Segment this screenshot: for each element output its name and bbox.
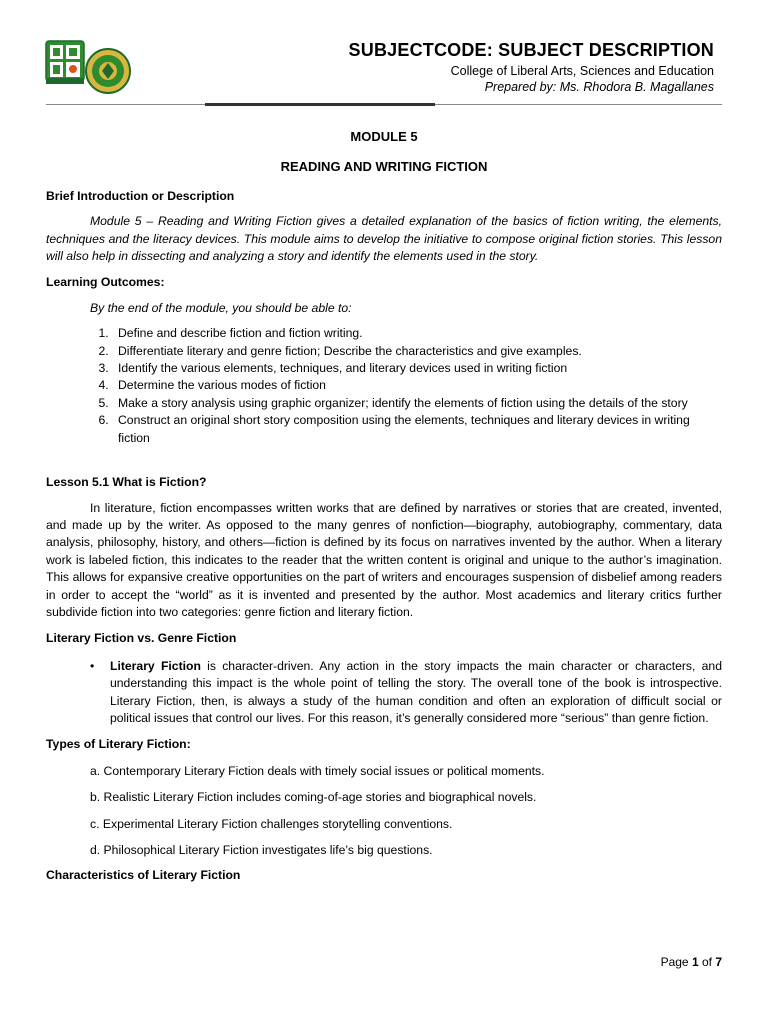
module-number: MODULE 5 [350, 129, 418, 144]
page-total: 7 [715, 955, 722, 969]
bullet-term: Literary Fiction [110, 658, 201, 673]
vs-heading: Literary Fiction vs. Genre Fiction [46, 631, 237, 646]
outcome-item: 3. Identify the various elements, techniques, and literary devices used in writing fiction [112, 360, 722, 377]
types-heading: Types of Literary Fiction: [46, 737, 191, 752]
lesson-text: In literature, fiction encompasses written works that are defined by narratives or stories that are created, invented, and made up by the writer. As opposed to the many genres of nonfiction—biography, autobiography, commentary, data analysis, philosophy, history, and others—fiction is defined by its focus on narratives invented by the author. When a literary work is labeled fiction, this indicates to the reader that the written content is original and unique to the author’s imagination. This allows for expansive creative opportunities on the part of writers and encourages suspension of disbelief among readers in order to accept the “world” as it is invented and presented by the author. Most academics and literary critics further subdivide fiction into two categories: genre fiction and literary fiction. [46, 500, 722, 619]
intro-text: Module 5 – Reading and Writing Fiction gives a detailed explanation of the basics of fiction writing, the elements, techniques and the literacy devices. This module aims to develop the initiative to compose original fiction stories. This lesson will also help in dissecting and analyzing a story and identify the elements used in the story. [46, 214, 722, 264]
type-item: c. Experimental Literary Fiction challenges storytelling conventions. [90, 816, 453, 831]
page-label: Page [660, 955, 692, 969]
document-body [46, 120, 722, 885]
header-title: SUBJECTCODE: SUBJECT DESCRIPTION [348, 40, 714, 60]
header-college: College of Liberal Arts, Sciences and Education [450, 64, 714, 78]
outcome-item: 4. Determine the various modes of fiction [112, 377, 722, 394]
page-current: 1 [691, 955, 699, 969]
outcome-item: 2. Differentiate literary and genre fiction; Describe the characteristics and give examples. [112, 343, 722, 360]
type-item: a. Contemporary Literary Fiction deals with timely social issues or political moments. [90, 763, 545, 778]
outcome-item: 6. Construct an original short story composition using the elements, techniques and literary devices in writing fiction [112, 412, 722, 447]
characteristics-heading: Characteristics of Literary Fiction [46, 868, 241, 883]
literary-fiction-bullets [46, 658, 722, 728]
college-logo-icon [44, 38, 136, 96]
header-prepared-by: Prepared by: Ms. Rhodora B. Magallanes [484, 80, 714, 94]
bullet-text: is character-driven. Any action in the story impacts the main character or characters, and understanding this impact is the whole point of telling the story. The overall tone of the book is introspective. Literary Fiction, then, is always a study of the human condition and often an exploration of difficult social or political issues that control our lives. For this reason, it’s generally considered more “serious” than genre fiction. [110, 658, 722, 725]
intro-heading: Brief Introduction or Description [46, 188, 235, 203]
outcomes-list [46, 325, 722, 447]
outcome-item: 5. Make a story analysis using graphic organizer; identify the elements of fiction using the details of the story [112, 395, 722, 412]
bullet-icon: • [90, 658, 95, 673]
outcomes-lead: By the end of the module, you should be able to: [90, 300, 352, 315]
module-title: READING AND WRITING FICTION [280, 159, 488, 175]
outcomes-heading: Learning Outcomes: [46, 275, 165, 290]
page-number [661, 955, 722, 969]
type-item: b. Realistic Literary Fiction includes coming-of-age stories and biographical novels. [90, 790, 537, 805]
college-logos [44, 38, 136, 96]
outcome-item: 1. Define and describe fiction and fiction writing. [112, 325, 722, 342]
header-divider-accent [205, 103, 435, 106]
list-item [90, 658, 722, 728]
type-item: d. Philosophical Literary Fiction investigates life’s big questions. [90, 843, 433, 857]
lesson-heading: Lesson 5.1 What is Fiction? [46, 475, 207, 490]
page-of-label: of [698, 955, 716, 969]
